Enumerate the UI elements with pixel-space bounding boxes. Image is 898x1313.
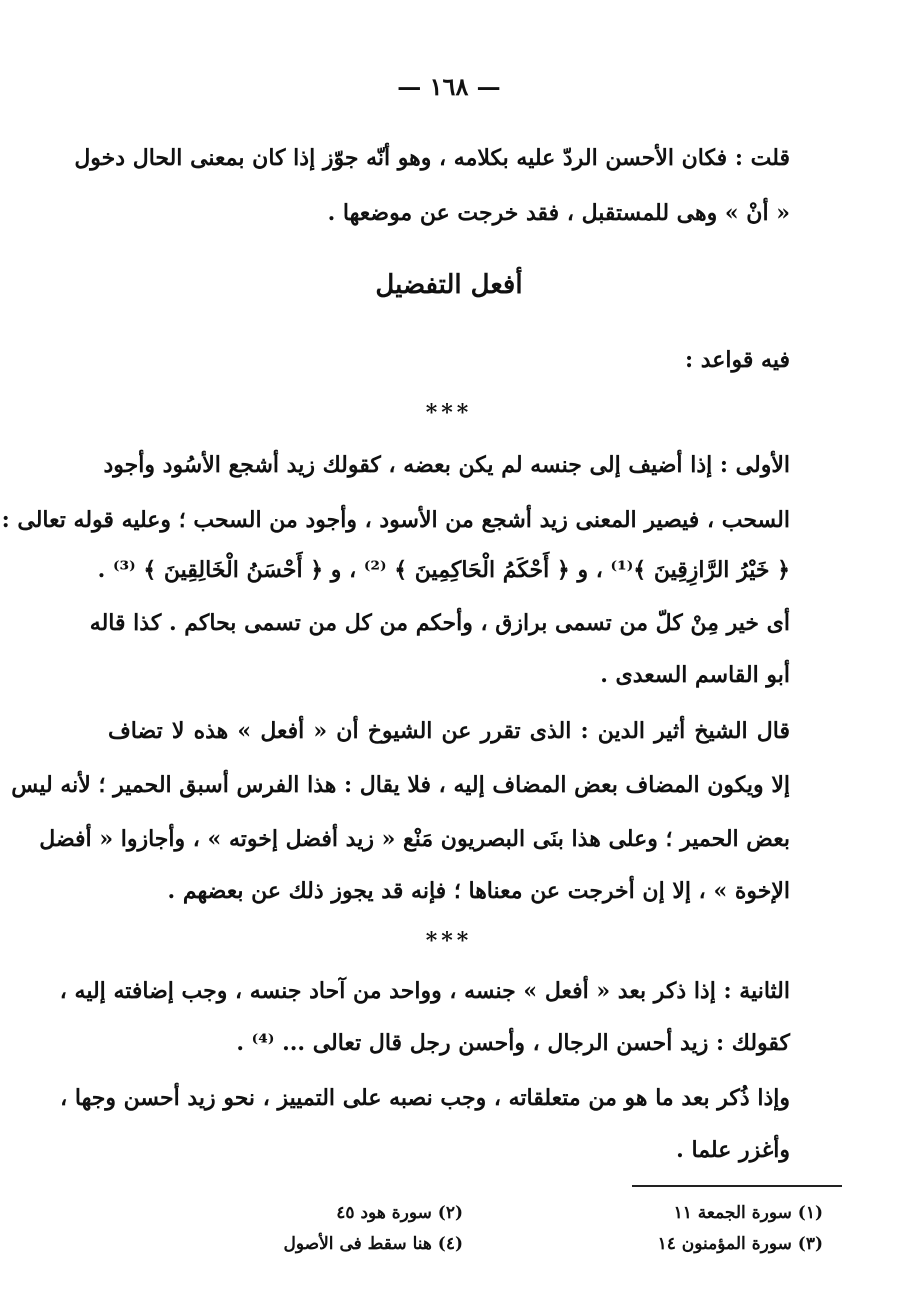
- footnote-2: (٢) سورة هود ٤٥: [336, 1203, 463, 1223]
- athir-line-1: قال الشيخ أثير الدين : الذى تقرر عن الشيوخ أن « أفعل » هذه لا تضاف: [108, 718, 790, 744]
- rule1-line-2: السحب ، فيصير المعنى زيد أشجع من الأسود ، وأجود من السحب ؛ وعليه قوله تعالى :: [1, 507, 790, 533]
- intro-line-1: قلت : فكان الأحسن الردّ عليه بكلامه ، وهو أنّه جوّز إذا كان بمعنى الحال دخول: [74, 145, 790, 171]
- page-number: — ١٦٨ —: [397, 72, 501, 101]
- rule2-line-4: وأغزر علما .: [676, 1137, 790, 1163]
- separator-stars-1: ***: [425, 400, 473, 426]
- rule2-line-2: كقولك : زيد أحسن الرجال ، وأحسن رجل قال تعالى ... ⁽⁴⁾ .: [236, 1030, 790, 1056]
- separator-stars-2: ***: [425, 928, 473, 954]
- athir-line-3: بعض الحمير ؛ وعلى هذا بنَى البصريون مَنْع « زيد أفضل إخوته » ، وأجازوا « أفضل: [39, 826, 790, 852]
- footnote-1: (١) سورة الجمعة ١١: [673, 1203, 823, 1223]
- athir-line-2: إلا ويكون المضاف بعض المضاف إليه ، فلا يقال : هذا الفرس أسبق الحمير ؛ لأنه ليس: [11, 772, 790, 798]
- footnote-4: (٤) هنا سقط فى الأصول: [283, 1234, 463, 1254]
- rule1-line-4: أى خير مِنْ كلّ من تسمى برازق ، وأحكم من كل من تسمى بحاكم . كذا قاله: [89, 610, 790, 636]
- lead-text: فيه قواعد :: [684, 347, 790, 373]
- section-heading: أفعل التفضيل: [375, 270, 523, 300]
- rule2-line-1: الثانية : إذا ذكر بعد « أفعل » جنسه ، وواحد من آحاد جنسه ، وجب إضافته إليه ،: [59, 978, 790, 1004]
- rule2-line-3: وإذا ذُكر بعد ما هو من متعلقاته ، وجب نصبه على التمييز ، نحو زيد أحسن وجها ،: [60, 1085, 790, 1111]
- rule1-line-5: أبو القاسم السعدى .: [600, 662, 790, 688]
- intro-line-2: « أنْ » وهى للمستقبل ، فقد خرجت عن موضعها .: [327, 200, 790, 226]
- athir-line-4: الإخوة » ، إلا إن أخرجت عن معناها ؛ فإنه قد يجوز ذلك عن بعضهم .: [167, 878, 790, 904]
- footnote-separator: [632, 1185, 842, 1187]
- rule1-line-1: الأولى : إذا أضيف إلى جنسه لم يكن بعضه ، كقولك زيد أشجع الأسُود وأجود: [103, 452, 790, 478]
- rule1-line-3-quran: ﴿ خَيْرُ الرَّازِقِينَ ﴾⁽¹⁾ ، و ﴿ أَحْكَمُ الْحَاكِمِينَ ﴾ ⁽²⁾ ، و ﴿ أَحْسَنُ الْخَالِقِينَ ﴾ ⁽³⁾ .: [97, 557, 790, 583]
- footnote-3: (٣) سورة المؤمنون ١٤: [657, 1234, 823, 1254]
